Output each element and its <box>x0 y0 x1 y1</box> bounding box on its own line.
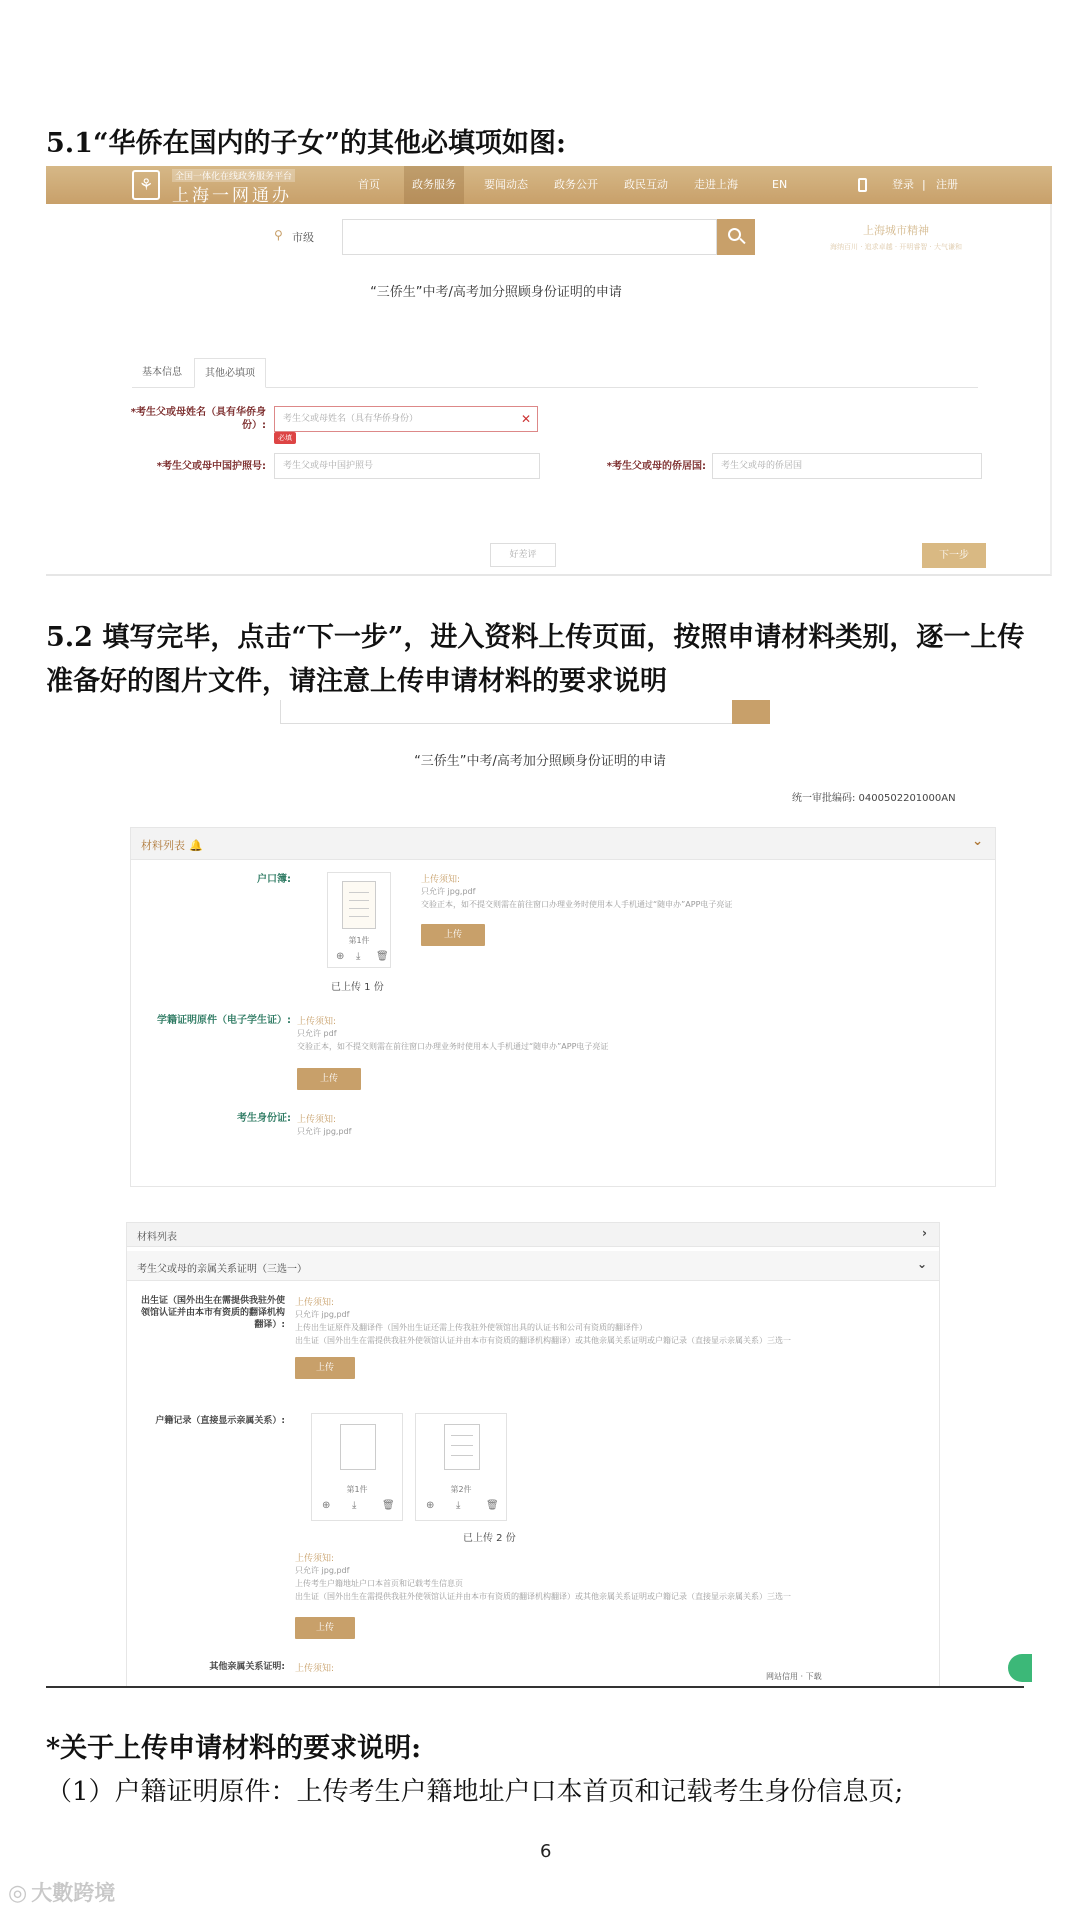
upload-notice-title: 上传须知: <box>295 1554 335 1564</box>
tab-other-required[interactable]: 其他必填项 <box>194 358 266 388</box>
birth-certificate-label: 出生证（国外出生在需提供我驻外使领馆认证并由本市有资质的翻译机构翻译）: <box>140 1296 285 1330</box>
chevron-down-icon[interactable]: ⌄ <box>916 1257 927 1271</box>
download-icon[interactable]: ⤓ <box>356 951 361 962</box>
next-step-button[interactable]: 下一步 <box>922 543 986 568</box>
clear-icon[interactable]: ✕ <box>520 412 531 426</box>
materials-panel-header[interactable] <box>131 828 995 860</box>
upload-notice-line: 出生证（国外出生在需提供我驻外使领馆认证并由本市有资质的翻译机构翻译）或其他亲属关系证明或户籍记录（直接显示亲属关系）三选一 <box>295 1336 791 1345</box>
preview-icon[interactable]: ⊕ <box>322 1500 331 1511</box>
floating-help-button[interactable] <box>1008 1654 1032 1682</box>
search-input[interactable] <box>342 219 717 255</box>
upload-notice-line: 只允许 jpg,pdf <box>421 887 476 896</box>
nav-government-services[interactable]: 政务服务 <box>404 166 464 204</box>
nav-separator: | <box>922 178 926 191</box>
student-status-label: 学籍证明原件（电子学生证）: <box>157 1015 291 1026</box>
location-pin-icon: ⚲ <box>274 228 283 242</box>
upload-notice-line: 只允许 jpg,pdf <box>297 1127 352 1136</box>
residence-country-input[interactable]: 考生父或母的侨居国 <box>712 453 982 479</box>
upload-notice-title: 上传须知: <box>295 1664 335 1674</box>
upload-button[interactable]: 上传 <box>295 1357 355 1379</box>
upload-count: 已上传 2 份 <box>463 1533 516 1544</box>
thumbnail-caption: 第2件 <box>450 1485 472 1494</box>
uploaded-file-thumbnail[interactable] <box>327 872 391 968</box>
thumbnail-caption: 第1件 <box>348 936 370 945</box>
materials-list-header[interactable]: 材料列表 › <box>127 1223 939 1247</box>
upload-notice-line: 只允许 jpg,pdf <box>295 1566 350 1575</box>
delete-icon[interactable]: 🗑 <box>486 1500 499 1511</box>
nav-public-affairs[interactable]: 政务公开 <box>554 178 598 191</box>
unified-approval-code: 统一审批编码: 0400502201000AN <box>792 793 956 804</box>
parent-name-label: *考生父或母姓名（具有华侨身份）: <box>130 407 266 431</box>
search-button[interactable] <box>717 219 755 255</box>
download-icon[interactable]: ⤓ <box>456 1500 461 1511</box>
upload-button[interactable]: 上传 <box>295 1617 355 1639</box>
materials-panel <box>130 827 996 1187</box>
section-5-1-heading: 5.1“华侨在国内的子女”的其他必填项如图: <box>46 128 566 159</box>
register-link[interactable]: 注册 <box>936 178 958 191</box>
preview-icon[interactable]: ⊕ <box>336 951 345 962</box>
other-kinship-label: 其他亲属关系证明: <box>209 1662 285 1672</box>
bell-icon: 🔔 <box>189 839 203 852</box>
household-record-label: 户籍记录（直接显示亲属关系）: <box>155 1416 285 1426</box>
delete-icon[interactable]: 🗑 <box>376 951 389 962</box>
delete-icon[interactable]: 🗑 <box>382 1500 395 1511</box>
upload-notice-line: 上传出生证原件及翻译件（国外出生证还需上传我驻外使领馆出具的认证书和公司有资质的翻译件） <box>295 1323 647 1332</box>
requirements-heading: *关于上传申请材料的要求说明: <box>46 1733 422 1764</box>
kinship-proof-header[interactable]: 考生父或母的亲属关系证明（三选一） ⌄ <box>127 1251 939 1281</box>
screenshot-kinship-materials <box>126 1222 940 1688</box>
watermark-logo-icon: ◎ <box>8 1881 28 1906</box>
preview-icon[interactable]: ⊕ <box>426 1500 435 1511</box>
requirement-item-1: （1）户籍证明原件：上传考生户籍地址户口本首页和记载考生身份信息页; <box>46 1777 904 1807</box>
section-5-2-heading: 5.2 填写完毕，点击“下一步”，进入资料上传页面，按照申请材料类别，逐一上传准备好的图片文件，请注意上传申请材料的要求说明 <box>46 622 1025 697</box>
uploaded-file-thumbnail[interactable] <box>415 1413 507 1521</box>
upload-notice-title: 上传须知: <box>297 1115 337 1125</box>
passport-input[interactable]: 考生父或母中国护照号 <box>274 453 540 479</box>
upload-notice-title: 上传须知: <box>295 1298 335 1308</box>
nav-shanghai[interactable]: 走进上海 <box>694 178 738 191</box>
site-name[interactable]: 上海一网通办 <box>172 186 292 206</box>
residence-country-label: *考生父或母的侨居国: <box>606 461 706 472</box>
thumbnail-caption: 第1件 <box>346 1485 368 1494</box>
site-logo-icon[interactable]: ⚘ <box>132 170 160 200</box>
footer-links[interactable]: 网站信用 · 下载 <box>766 1672 822 1681</box>
materials-list-title: 材料列表 <box>141 839 185 852</box>
passport-label: *考生父或母中国护照号: <box>156 461 266 472</box>
form-title: “三侨生”中考/高考加分照顾身份证明的申请 <box>370 285 622 300</box>
nav-english[interactable]: EN <box>772 178 788 191</box>
good-review-button[interactable]: 好差评 <box>490 543 556 567</box>
platform-tagline: 全国一体化在线政务服务平台 <box>172 169 295 182</box>
parent-name-input[interactable]: 考生父或母姓名（具有华侨身份） ✕ <box>274 406 538 432</box>
uploaded-file-thumbnail[interactable] <box>311 1413 403 1521</box>
required-badge: 必填 <box>274 432 296 444</box>
household-register-label: 户口簿: <box>257 874 291 885</box>
upload-notice-line: 只允许 pdf <box>297 1029 337 1038</box>
nav-news[interactable]: 要闻动态 <box>484 178 528 191</box>
search-input-partial[interactable] <box>280 700 770 724</box>
form-title: “三侨生”中考/高考加分照顾身份证明的申请 <box>414 754 666 769</box>
upload-notice-line: 只允许 jpg,pdf <box>295 1310 350 1319</box>
nav-home[interactable]: 首页 <box>358 178 380 191</box>
upload-notice-title: 上传须知: <box>297 1017 337 1027</box>
page-number: 6 <box>540 1841 552 1862</box>
city-spirit-slogan: 海纳百川 · 追求卓越 · 开明睿智 · 大气谦和 <box>829 243 963 251</box>
search-button-partial[interactable] <box>732 700 770 724</box>
upload-button[interactable]: 上传 <box>297 1068 361 1090</box>
chevron-right-icon[interactable]: › <box>922 1226 927 1240</box>
id-card-label: 考生身份证: <box>237 1113 291 1124</box>
screenshot-other-required-fields <box>46 166 1052 576</box>
chevron-down-icon[interactable]: ⌄ <box>972 834 983 849</box>
upload-notice-line: 交验正本，如不提交则需在前往窗口办理业务时使用本人手机通过“随申办”APP电子亮证 <box>421 900 733 909</box>
watermark: ◎ 大數跨境 <box>8 1881 116 1906</box>
download-icon[interactable]: ⤓ <box>352 1500 357 1511</box>
upload-button[interactable]: 上传 <box>421 924 485 946</box>
upload-notice-line: 出生证（国外出生在需提供我驻外使领馆认证并由本市有资质的翻译机构翻译）或其他亲属关系证明或户籍记录（直接显示亲属关系）三选一 <box>295 1592 791 1601</box>
city-selector[interactable]: 市级 <box>292 231 314 244</box>
city-spirit-title: 上海城市精神 <box>863 224 929 237</box>
upload-notice-title: 上传须知: <box>421 875 461 885</box>
upload-count: 已上传 1 份 <box>331 982 384 993</box>
nav-interaction[interactable]: 政民互动 <box>624 178 668 191</box>
upload-notice-line: 上传考生户籍地址户口本首页和记载考生信息页 <box>295 1579 463 1588</box>
mobile-icon[interactable] <box>858 178 867 192</box>
login-link[interactable]: 登录 <box>892 178 914 191</box>
tab-basic-info[interactable]: 基本信息 <box>142 367 182 378</box>
divider <box>46 1686 1024 1688</box>
upload-notice-line: 交验正本，如不提交则需在前往窗口办理业务时使用本人手机通过“随申办”APP电子亮证 <box>297 1042 609 1051</box>
top-navigation-bar <box>46 166 1052 204</box>
